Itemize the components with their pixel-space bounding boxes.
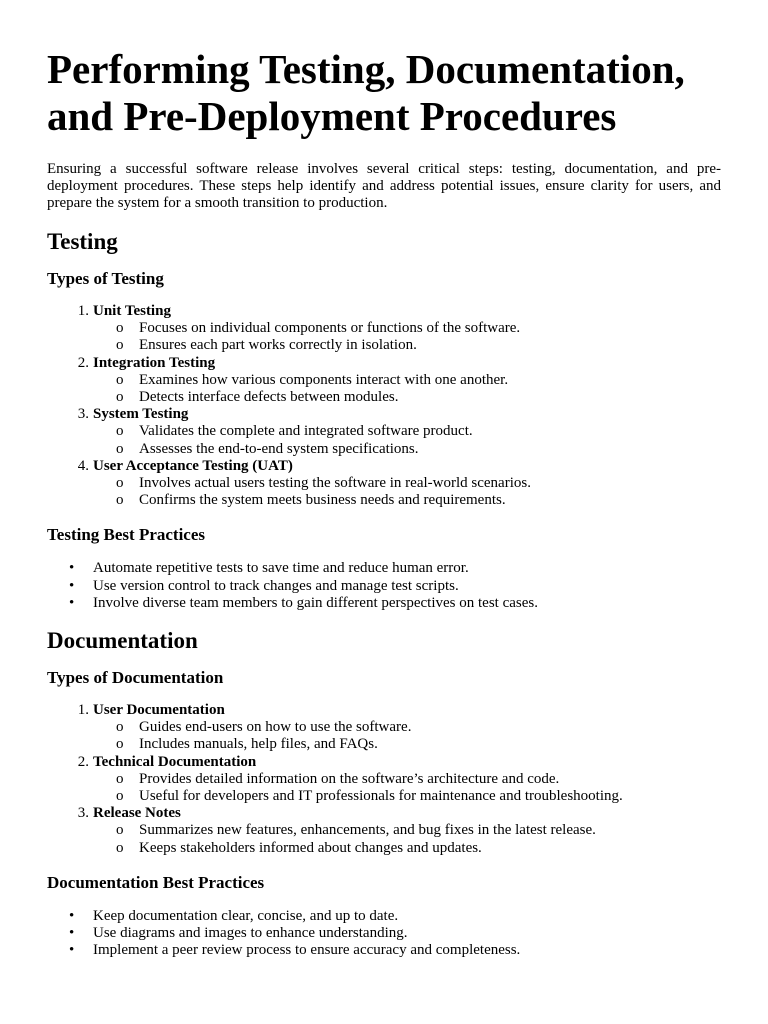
list-item-title: Release Notes — [93, 805, 181, 822]
list-item: 1. User Documentation o Guides end-users on how to use the software. o Includes manuals, help files, and FAQs. — [47, 702, 721, 754]
sub-list-item: o Provides detailed information on the software’s architecture and code. — [116, 770, 560, 787]
subheading-types-of-testing: Types of Testing — [47, 269, 164, 288]
sub-list-item: o Assesses the end-to-end system specifications. — [116, 440, 419, 457]
sub-list-item: o Validates the complete and integrated software product. — [116, 423, 473, 440]
list-item: 3. Release Notes o Summarizes new features, enhancements, and bug fixes in the latest release. o Keeps stakeholders informed about changes and updates. — [47, 805, 721, 857]
sub-list-item: o Confirms the system meets business needs and requirements. — [116, 492, 506, 509]
bullet-item: • Keep documentation clear, concise, and up to date. — [69, 907, 399, 924]
section-heading-testing: Testing — [47, 229, 118, 254]
documentation-types-list — [47, 702, 721, 857]
bullet-item: • Use diagrams and images to enhance understanding. — [69, 925, 408, 942]
list-item: 4. User Acceptance Testing (UAT) o Involves actual users testing the software in real-world scenarios. o Confirms the system meets business needs and requirements. — [47, 458, 721, 510]
sub-list-item: o Detects interface defects between modules. — [116, 389, 399, 406]
list-item: 1. Unit Testing o Focuses on individual components or functions of the software. o Ensures each part works correctly in isolation. — [47, 303, 721, 355]
list-item-title: Unit Testing — [93, 303, 171, 319]
testing-types-list — [47, 303, 721, 509]
bullet-item: • Implement a peer review process to ensure accuracy and completeness. — [69, 942, 521, 959]
sub-list-item: o Involves actual users testing the software in real-world scenarios. — [116, 475, 531, 492]
list-item-title: User Documentation — [93, 702, 225, 719]
sub-list-item: o Useful for developers and IT professionals for maintenance and troubleshooting. — [116, 788, 623, 805]
document-page — [47, 0, 721, 959]
list-item-title: User Acceptance Testing (UAT) — [93, 457, 293, 474]
sub-list-item: o Examines how various components interact with one another. — [116, 371, 509, 388]
list-item-title: Technical Documentation — [93, 753, 257, 770]
list-item: 2. Technical Documentation o Provides detailed information on the software’s architecture and code. o Useful for developers and IT professionals for maintenance and troubleshooting. — [47, 754, 721, 806]
list-item: 2. Integration Testing o Examines how various components interact with one another. o Detects interface defects between modules. — [47, 355, 721, 407]
testing-practices-list — [47, 560, 721, 612]
sub-list-item: o Includes manuals, help files, and FAQs. — [116, 736, 378, 753]
sub-list-item: o Focuses on individual components or functions of the software. — [116, 320, 521, 337]
sub-list-item: o Ensures each part works correctly in isolation. — [116, 337, 417, 354]
subheading-testing-best-practices: Testing Best Practices — [47, 525, 206, 545]
intro-paragraph: Ensuring a successful software release involves several critical steps: testing, documentation, and pre-deployment procedures. These steps help identify and address potential issues, ensure clarity for users, and prepare the system for a smooth transition to production. — [47, 161, 721, 211]
sub-list-item: o Summarizes new features, enhancements, and bug fixes in the latest release. — [116, 822, 596, 839]
list-item: 3. System Testing o Validates the complete and integrated software product. o Assesses the end-to-end system specifications. — [47, 406, 721, 458]
subheading-documentation-best-practices: Documentation Best Practices — [47, 872, 265, 892]
page-title: Performing Testing, Documentation, and Pre-Deployment Procedures — [47, 46, 685, 139]
sub-list-item: o Keeps stakeholders informed about changes and updates. — [116, 839, 482, 856]
subheading-types-of-documentation: Types of Documentation — [47, 668, 224, 688]
section-heading-documentation: Documentation — [47, 628, 198, 654]
list-item-title: System Testing — [93, 406, 189, 423]
bullet-item: • Involve diverse team members to gain different perspectives on test cases. — [69, 594, 538, 611]
list-item-title: Integration Testing — [93, 354, 216, 371]
bullet-item: • Automate repetitive tests to save time and reduce human error. — [69, 560, 469, 577]
documentation-practices-list — [47, 908, 721, 960]
bullet-item: • Use version control to track changes and manage test scripts. — [69, 577, 459, 594]
sub-list-item: o Guides end-users on how to use the software. — [116, 719, 412, 736]
